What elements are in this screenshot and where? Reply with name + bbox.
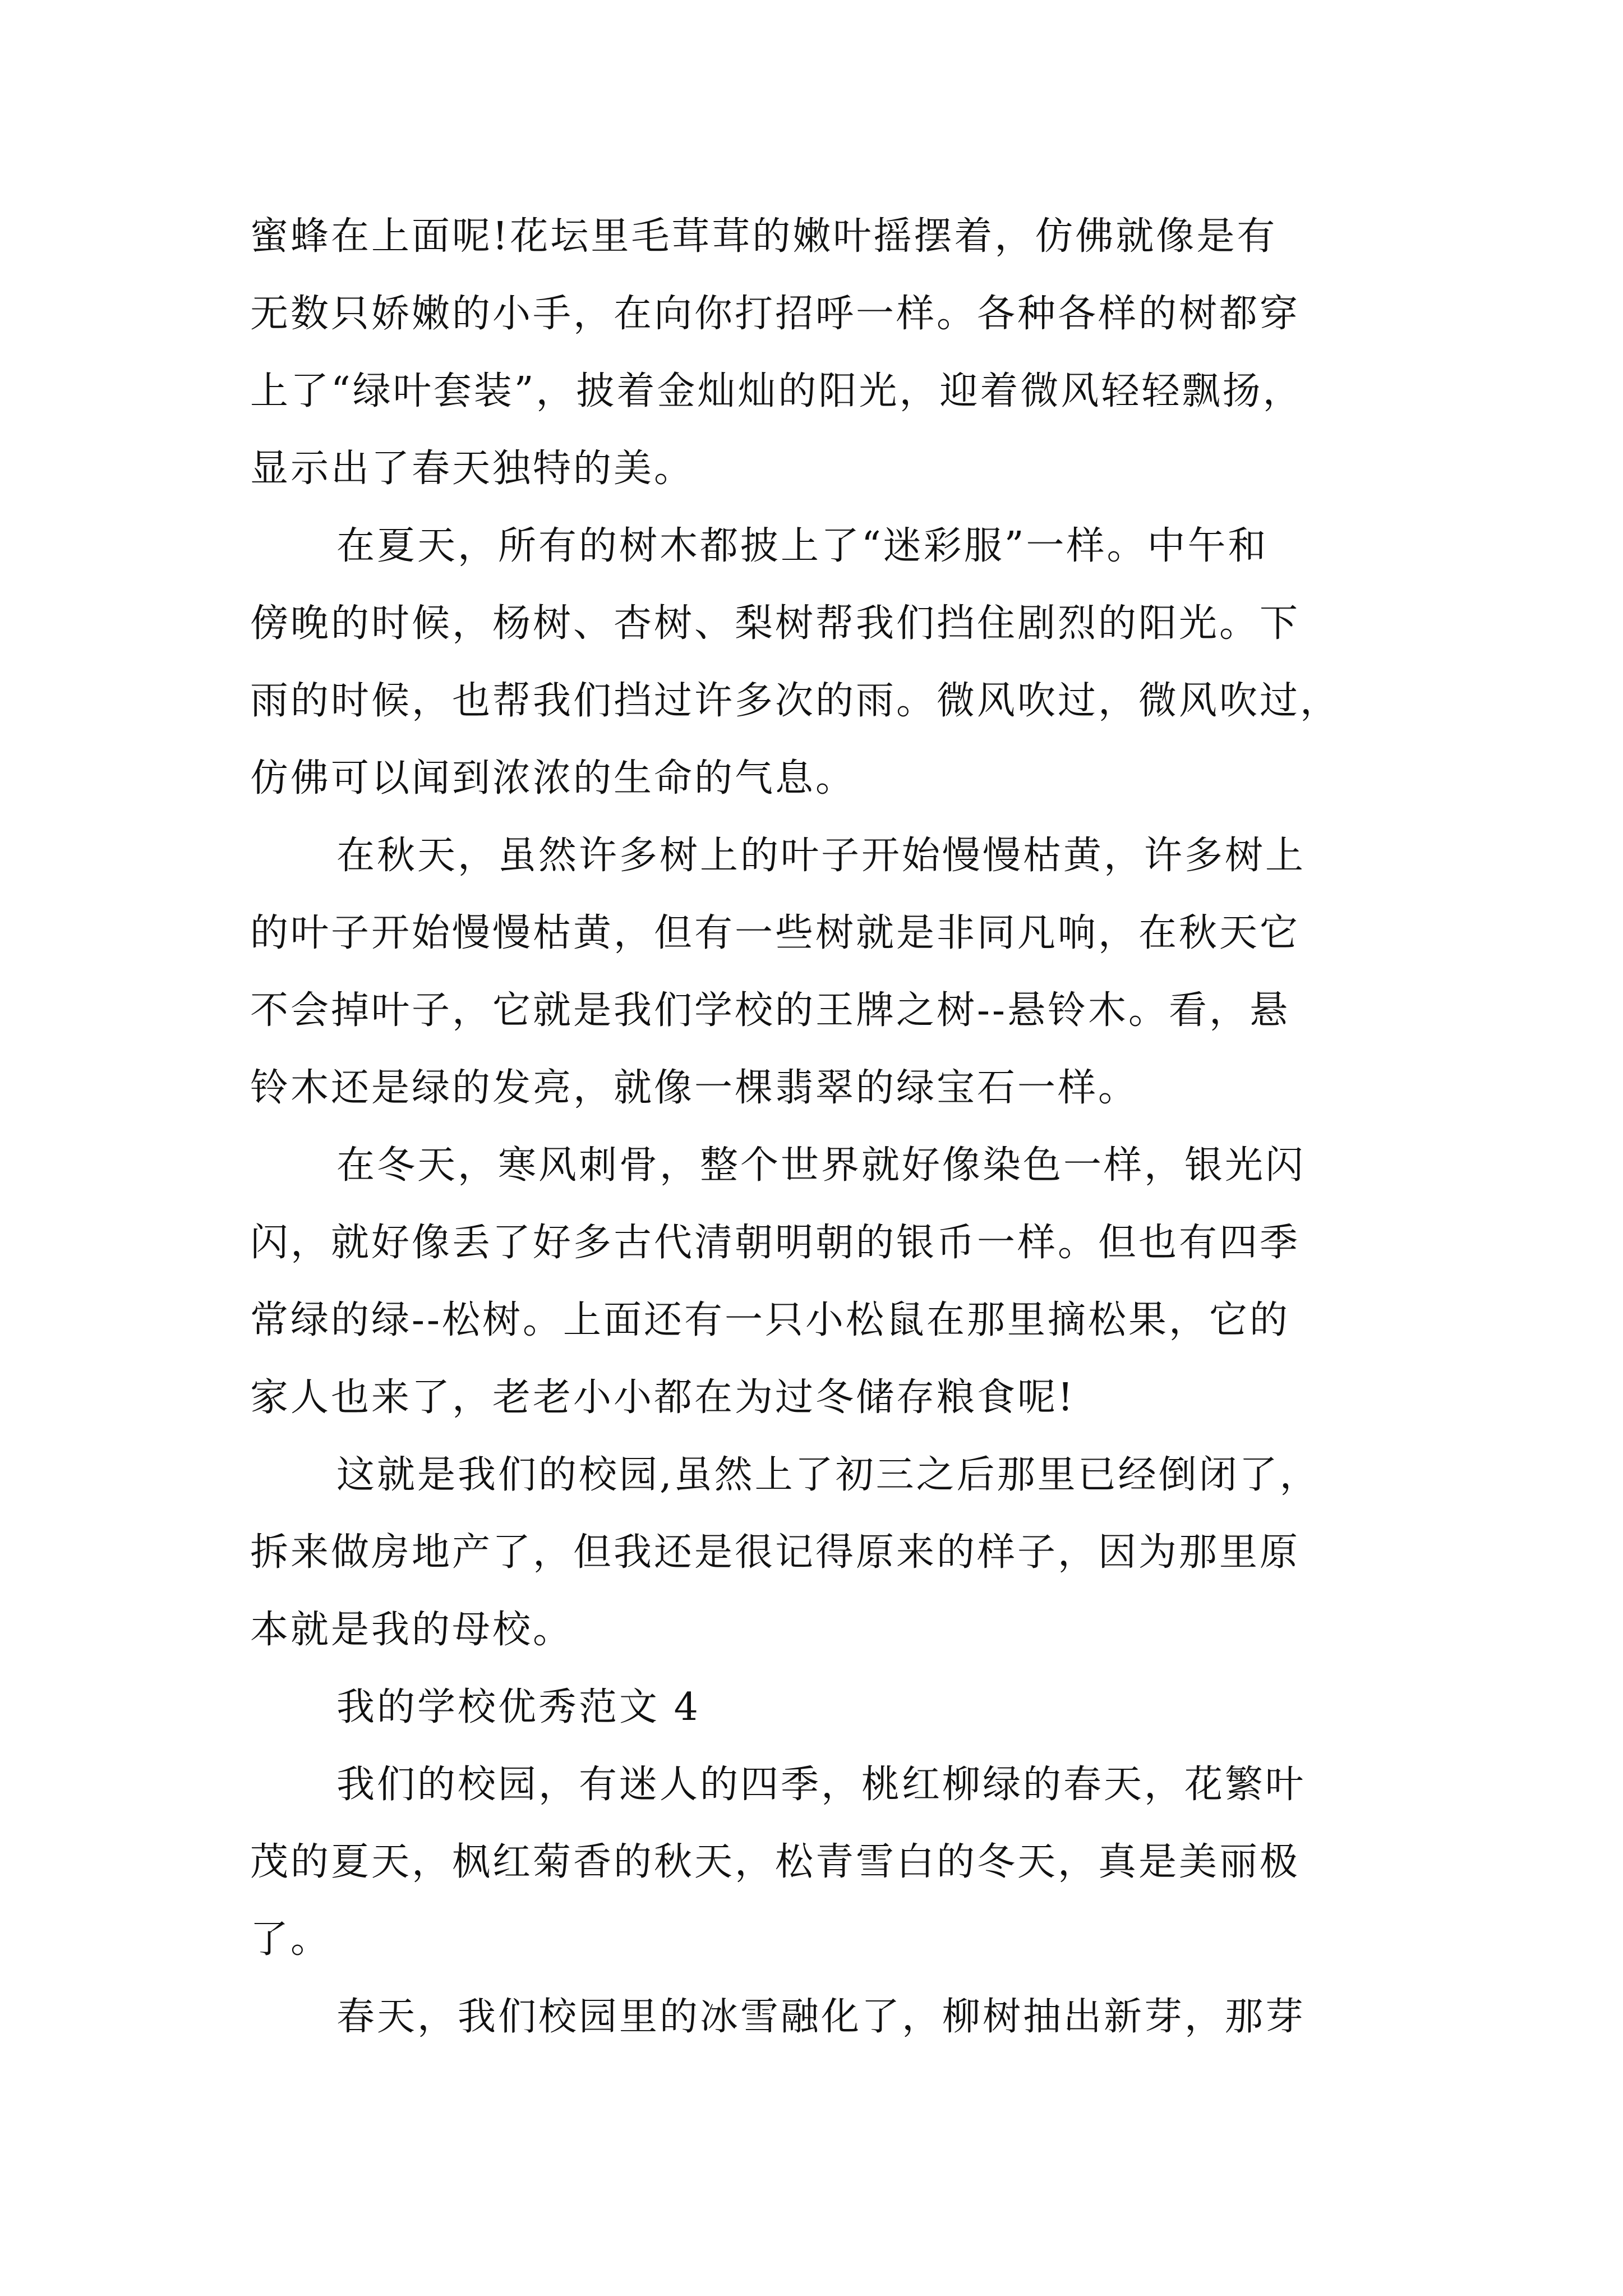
text-line: 春天，我们校园里的冰雪融化了，柳树抽出新芽，那芽 xyxy=(336,1995,1306,2039)
text-line: 无数只娇嫩的小手，在向你打招呼一样。各种各样的树都穿 xyxy=(250,292,1301,336)
text-line: 茂的夏天，枫红菊香的秋天，松青雪白的冬天，真是美丽极 xyxy=(250,1840,1301,1884)
text-line: 本就是我的母校。 xyxy=(250,1608,574,1652)
text-line: 在夏天，所有的树木都披上了“迷彩服”一样。中午和 xyxy=(336,524,1269,568)
text-line: 我们的校园，有迷人的四季，桃红柳绿的春天，花繁叶 xyxy=(336,1763,1306,1807)
text-line: 蜜蜂在上面呢!花坛里毛茸茸的嫩叶摇摆着，仿佛就像是有 xyxy=(250,214,1278,259)
section-heading: 我的学校优秀范文 4 xyxy=(336,1685,700,1729)
text-line: 傍晚的时候，杨树、杏树、梨树帮我们挡住剧烈的阳光。下 xyxy=(250,601,1301,646)
text-line: 闪，就好像丢了好多古代清朝明朝的银币一样。但也有四季 xyxy=(250,1221,1301,1265)
text-line: 铃木还是绿的发亮，就像一棵翡翠的绿宝石一样。 xyxy=(250,1066,1139,1110)
text-line: 在秋天，虽然许多树上的叶子开始慢慢枯黄，许多树上 xyxy=(336,834,1306,878)
text-line: 这就是我们的校园,虽然上了初三之后那里已经倒闭了， xyxy=(336,1453,1320,1497)
text-line: 拆来做房地产了，但我还是很记得原来的样子，因为那里原 xyxy=(250,1530,1301,1575)
text-line: 上了“绿叶套装”，披着金灿灿的阳光，迎着微风轻轻飘扬， xyxy=(250,369,1303,413)
text-line: 雨的时候，也帮我们挡过许多次的雨。微风吹过，微风吹过， xyxy=(250,679,1341,723)
text-line: 常绿的绿--松树。上面还有一只小松鼠在那里摘松果，它的 xyxy=(250,1298,1290,1342)
text-line: 家人也来了，老老小小都在为过冬储存粮食呢! xyxy=(250,1375,1076,1420)
text-line: 的叶子开始慢慢枯黄，但有一些树就是非同凡响，在秋天它 xyxy=(250,911,1301,955)
text-line: 不会掉叶子，它就是我们学校的王牌之树--悬铃木。看，悬 xyxy=(250,988,1290,1033)
text-line: 在冬天，寒风刺骨，整个世界就好像染色一样，银光闪 xyxy=(336,1143,1306,1188)
text-line: 显示出了春天独特的美。 xyxy=(250,447,695,491)
text-line: 了。 xyxy=(250,1917,331,1962)
text-line: 仿佛可以闻到浓浓的生命的气息。 xyxy=(250,756,856,800)
